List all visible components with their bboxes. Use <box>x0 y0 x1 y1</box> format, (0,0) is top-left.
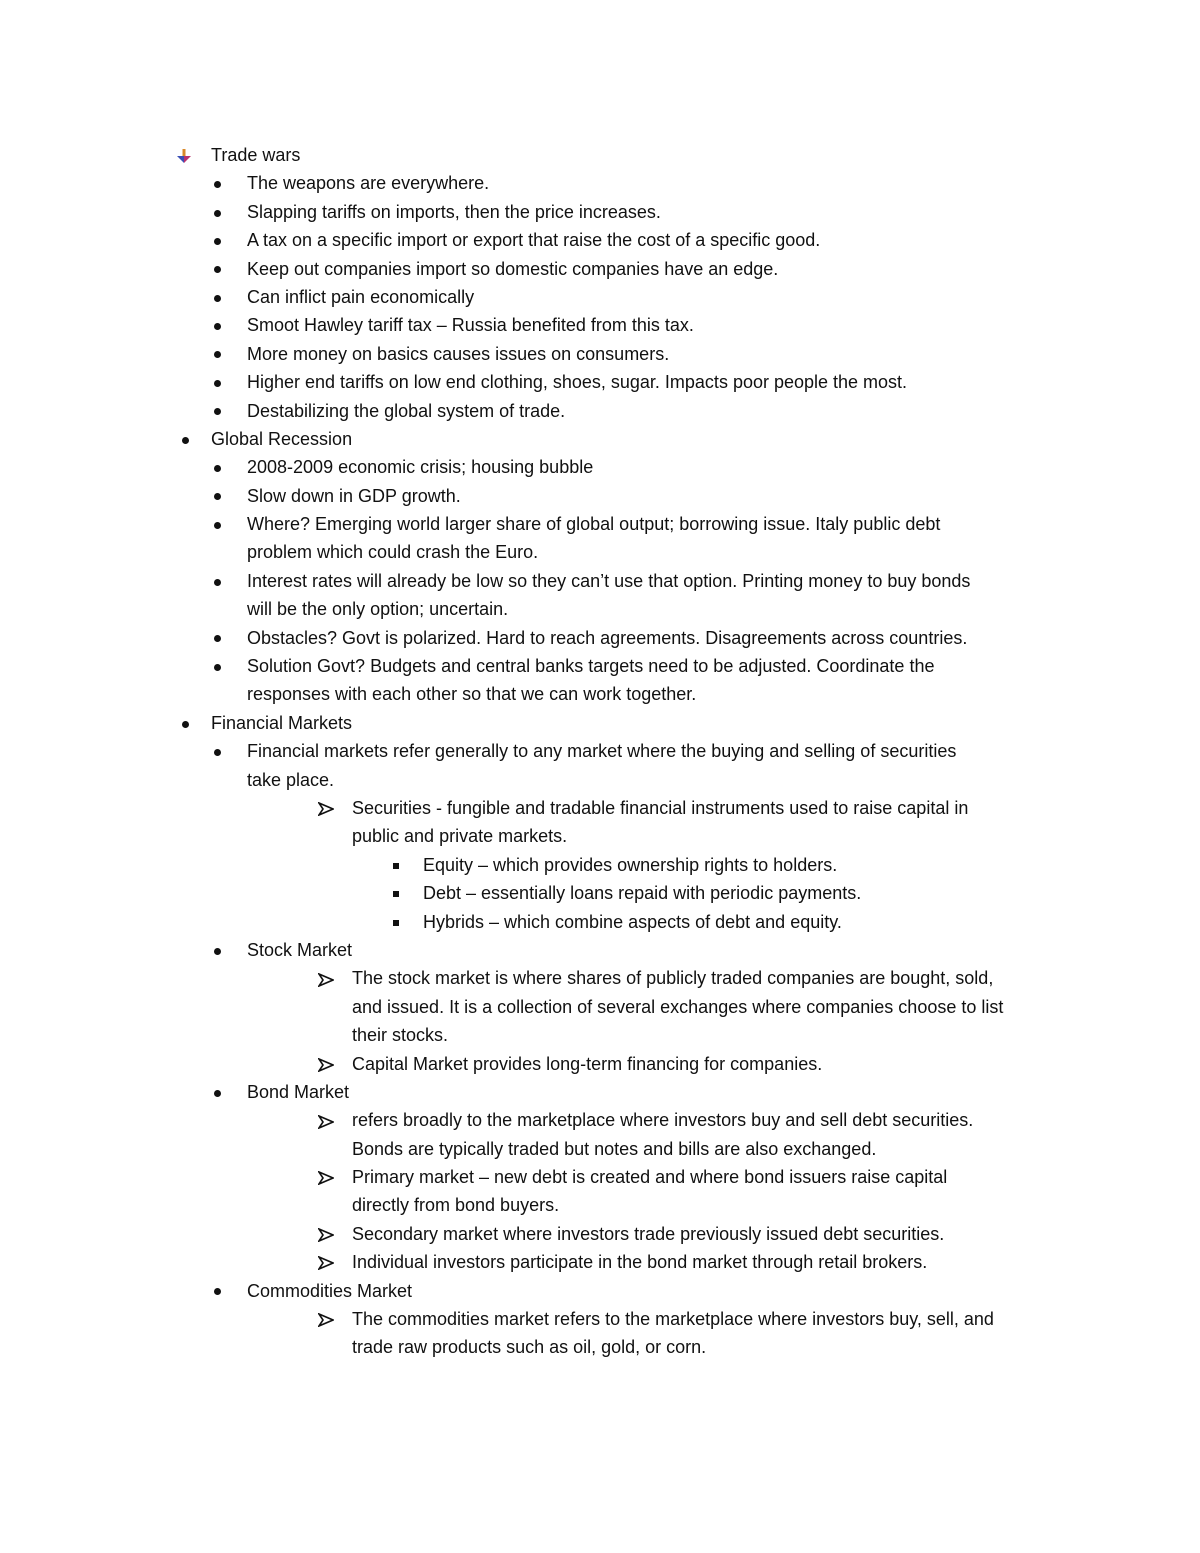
outline-line <box>0 368 1200 396</box>
outline-line <box>0 1078 1200 1106</box>
outline-text: Global Recession <box>211 428 353 449</box>
bullet-dot-icon <box>207 368 227 396</box>
arrow-bullet <box>316 1248 336 1276</box>
bullet-dot-icon <box>207 198 227 226</box>
bullet-dot-icon <box>207 652 227 680</box>
outline-line <box>0 311 1200 339</box>
outline-line <box>0 340 1200 368</box>
bullet-dot-icon <box>207 624 227 652</box>
outline-text: trade raw products such as oil, gold, or corn. <box>352 1337 707 1358</box>
outline-line <box>0 680 1200 708</box>
bullet-dot-icon <box>207 397 227 425</box>
outline-line <box>0 851 1200 879</box>
outline-line <box>0 397 1200 425</box>
outline-text: Debt – essentially loans repaid with periodic payments. <box>423 883 862 904</box>
outline-text: Hybrids – which combine aspects of debt and equity. <box>423 911 842 932</box>
bullet-square-icon <box>386 851 406 879</box>
outline-line <box>0 453 1200 481</box>
bullet-dot-icon <box>175 709 195 737</box>
bullet-dot-icon <box>207 453 227 481</box>
outline-text: The commodities market refers to the marketplace where investors buy, sell, and <box>352 1309 994 1330</box>
arrow-bullet-icon <box>318 1115 334 1129</box>
outline-line <box>0 198 1200 226</box>
arrow-bullet <box>316 964 336 992</box>
outline-line <box>0 794 1200 822</box>
arrow-bullet-icon <box>318 1313 334 1327</box>
outline-line <box>0 624 1200 652</box>
bullet-dot-icon <box>207 1078 227 1106</box>
bullet-dot-icon <box>207 283 227 311</box>
outline-line <box>0 879 1200 907</box>
outline-line <box>0 1220 1200 1248</box>
outline-line <box>0 141 1200 169</box>
outline-line <box>0 425 1200 453</box>
outline-line <box>0 822 1200 850</box>
outline-text: 2008-2009 economic crisis; housing bubble <box>247 457 594 478</box>
outline-line <box>0 255 1200 283</box>
outline-line <box>0 1248 1200 1276</box>
outline-line <box>0 1106 1200 1134</box>
outline-line <box>0 1333 1200 1361</box>
down-arrow-bullet <box>176 141 196 169</box>
bullet-dot-icon <box>207 737 227 765</box>
outline-text: Financial Markets <box>211 712 353 733</box>
down-arrow-bullet-icon <box>176 148 192 164</box>
outline-text: and issued. It is a collection of several exchanges where companies choose to list <box>352 996 1004 1017</box>
bullet-dot-icon <box>207 567 227 595</box>
outline-text: problem which could crash the Euro. <box>247 542 539 563</box>
bullet-dot-icon <box>207 255 227 283</box>
outline-line <box>0 226 1200 254</box>
outline-text: Financial markets refer generally to any market where the buying and selling of securities <box>247 741 957 762</box>
outline-text: directly from bond buyers. <box>352 1195 560 1216</box>
outline-text: Can inflict pain economically <box>247 286 475 307</box>
outline-text: Primary market – new debt is created and where bond issuers raise capital <box>352 1167 948 1188</box>
bullet-dot-icon <box>207 311 227 339</box>
outline-line <box>0 737 1200 765</box>
bullet-square-icon <box>386 879 406 907</box>
bullet-dot-icon <box>207 1277 227 1305</box>
bullet-dot-icon <box>207 226 227 254</box>
outline-text: Obstacles? Govt is polarized. Hard to reach agreements. Disagreements across countries. <box>247 627 968 648</box>
outline-line <box>0 709 1200 737</box>
arrow-bullet <box>316 1050 336 1078</box>
outline-line <box>0 766 1200 794</box>
outline-line <box>0 538 1200 566</box>
outline-text: The weapons are everywhere. <box>247 173 490 194</box>
arrow-bullet-icon <box>318 973 334 987</box>
outline-text: Slow down in GDP growth. <box>247 485 461 506</box>
outline-line <box>0 1135 1200 1163</box>
outline-text: Where? Emerging world larger share of global output; borrowing issue. Italy public debt <box>247 514 941 535</box>
outline-line <box>0 936 1200 964</box>
arrow-bullet-icon <box>318 802 334 816</box>
arrow-bullet-icon <box>318 1228 334 1242</box>
arrow-bullet-icon <box>318 1058 334 1072</box>
outline-text: A tax on a specific import or export that raise the cost of a specific good. <box>247 230 821 251</box>
outline-line <box>0 482 1200 510</box>
bullet-dot-icon <box>207 936 227 964</box>
bullet-dot-icon <box>175 425 195 453</box>
outline-line <box>0 283 1200 311</box>
outline-text: public and private markets. <box>352 826 568 847</box>
outline-text: Capital Market provides long-term financing for companies. <box>352 1053 823 1074</box>
outline-text: Bonds are typically traded but notes and bills are also exchanged. <box>352 1138 877 1159</box>
outline-line <box>0 908 1200 936</box>
outline-text: take place. <box>247 769 335 790</box>
outline-text: Secondary market where investors trade previously issued debt securities. <box>352 1223 945 1244</box>
arrow-bullet <box>316 1305 336 1333</box>
outline-line <box>0 1305 1200 1333</box>
outline-line <box>0 567 1200 595</box>
outline-text: Solution Govt? Budgets and central banks targets need to be adjusted. Coordinate the <box>247 656 935 677</box>
outline-line <box>0 1021 1200 1049</box>
bullet-dot-icon <box>207 510 227 538</box>
outline-line <box>0 993 1200 1021</box>
outline-text: The stock market is where shares of publicly traded companies are bought, sold, <box>352 968 994 989</box>
outline-text: Smoot Hawley tariff tax – Russia benefited from this tax. <box>247 315 694 336</box>
arrow-bullet <box>316 1163 336 1191</box>
notes-outline <box>0 141 1200 1362</box>
outline-text: responses with each other so that we can work together. <box>247 684 697 705</box>
bullet-dot-icon <box>207 340 227 368</box>
outline-text: Equity – which provides ownership rights to holders. <box>423 854 838 875</box>
outline-text: Commodities Market <box>247 1280 413 1301</box>
outline-text: Slapping tariffs on imports, then the price increases. <box>247 201 661 222</box>
outline-text: Individual investors participate in the bond market through retail brokers. <box>352 1252 928 1273</box>
outline-text: Securities - fungible and tradable financial instruments used to raise capital in <box>352 797 969 818</box>
outline-text: refers broadly to the marketplace where investors buy and sell debt securities. <box>352 1110 974 1131</box>
outline-line <box>0 1191 1200 1219</box>
outline-line <box>0 510 1200 538</box>
outline-line <box>0 169 1200 197</box>
arrow-bullet-icon <box>318 1256 334 1270</box>
outline-text: Stock Market <box>247 939 353 960</box>
arrow-bullet <box>316 1106 336 1134</box>
bullet-dot-icon <box>207 482 227 510</box>
outline-text: Keep out companies import so domestic companies have an edge. <box>247 258 779 279</box>
arrow-bullet <box>316 1220 336 1248</box>
outline-line <box>0 652 1200 680</box>
outline-text: Higher end tariffs on low end clothing, shoes, sugar. Impacts poor people the most. <box>247 372 908 393</box>
arrow-bullet-icon <box>318 1171 334 1185</box>
outline-line <box>0 964 1200 992</box>
outline-line <box>0 1050 1200 1078</box>
outline-text: More money on basics causes issues on consumers. <box>247 343 670 364</box>
outline-text: Trade wars <box>211 145 301 165</box>
arrow-bullet <box>316 794 336 822</box>
outline-text: their stocks. <box>352 1025 449 1046</box>
outline-line <box>0 595 1200 623</box>
bullet-square-icon <box>386 908 406 936</box>
outline-text: will be the only option; uncertain. <box>247 599 509 620</box>
outline-line <box>0 1277 1200 1305</box>
bullet-dot-icon <box>207 169 227 197</box>
outline-text: Destabilizing the global system of trade. <box>247 400 566 421</box>
outline-line <box>0 1163 1200 1191</box>
outline-text: Bond Market <box>247 1081 350 1102</box>
outline-text: Interest rates will already be low so they can’t use that option. Printing money to buy bonds <box>247 570 971 591</box>
